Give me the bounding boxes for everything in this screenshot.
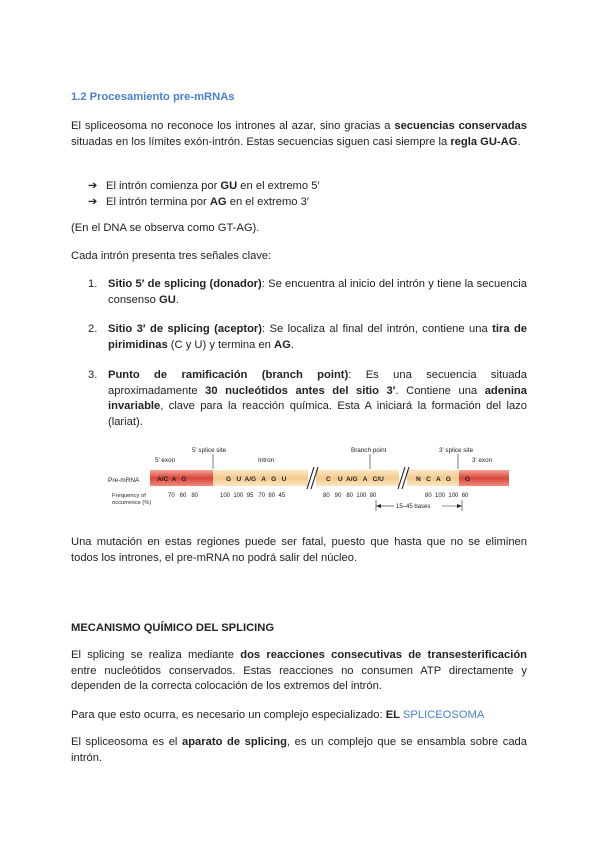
- span-label: 15–45 bases: [396, 504, 431, 510]
- label-3-splice-site: 3′ splice site: [439, 447, 474, 454]
- list-bold: Sitio 3′ de splicing (aceptor): [108, 323, 263, 335]
- label-5-exon: 5′ exon: [155, 457, 176, 464]
- dna-note: (En el DNA se observa como GT-AG).: [71, 222, 260, 234]
- bullet-text: en el extremo 5′: [237, 180, 320, 192]
- bullet-bold: GU: [220, 180, 238, 192]
- list-item-3-splice: [88, 322, 527, 353]
- bullet-item-gu: [88, 179, 320, 194]
- bullet-item-ag: [88, 195, 309, 210]
- freq-label-line2: occurrence (%): [112, 500, 152, 506]
- spliceosome-bold: aparato de splicing: [182, 736, 287, 748]
- break-mark: [398, 467, 405, 489]
- spliceosome-highlight: SPLICEOSOMA: [402, 709, 485, 721]
- list-text: , clave para la reacción química. Esta A iniciará la formación del lazo (lariat).: [108, 400, 527, 428]
- label-branch-point: Branch point: [351, 447, 387, 454]
- list-number: 2.: [88, 323, 98, 335]
- list-text: : Es una secuencia situada aproximadamente: [108, 369, 528, 397]
- list-number: 1.: [88, 278, 98, 290]
- complex-paragraph: [71, 708, 527, 724]
- intro-text-2: situadas en los límites exón-intrón. Estas secuencias siguen casi siempre la: [71, 135, 451, 148]
- bullet-bold: AG: [209, 196, 227, 208]
- spliceosome-paragraph: [71, 735, 527, 766]
- list-number: 3.: [88, 369, 98, 381]
- splice-site-figure: [108, 441, 528, 519]
- freq-intron-end: 80 100 100 60: [425, 493, 469, 499]
- seq-exon3: G: [465, 476, 471, 483]
- list-text: .: [175, 293, 179, 306]
- row-label-pre-mrna: Pre-mRNA: [108, 477, 140, 484]
- complex-bold: EL: [385, 709, 403, 721]
- intro-bold-2: regla GU-AG: [450, 135, 518, 148]
- freq-branch: 80 90 80 100 80: [323, 493, 377, 499]
- freq-intron-start: 100 100 95 70 80 45: [220, 493, 286, 499]
- bullet-text: en el extremo 3′: [226, 196, 309, 208]
- mutation-paragraph: Una mutación en estas regiones puede ser fatal, puesto que hasta que no se eliminen todos los intrones, el pre-mRNA no podrá salir del núcleo.: [71, 536, 527, 564]
- intro-text-1: El spliceosoma no reconoce los intrones al azar, sino gracias a: [71, 120, 395, 132]
- list-text: . Contiene una: [395, 384, 485, 397]
- section-heading-mechanism: MECANISMO QUÍMICO DEL SPLICING: [71, 622, 275, 634]
- mechanism-paragraph: [71, 648, 527, 695]
- section-heading-processing: 1.2 Procesamiento pre-mRNAs: [71, 91, 235, 103]
- freq-label-line1: Frequency of: [112, 493, 146, 499]
- spliceosome-text-2: , es un complejo que se ensambla sobre cada intrón.: [71, 736, 527, 764]
- list-text: : Se localiza al final del intrón, contiene una: [262, 323, 493, 335]
- list-text: (C y U) y termina en: [167, 338, 274, 351]
- intro-paragraph: [71, 119, 527, 150]
- label-3-exon: 3′ exon: [472, 457, 493, 464]
- mech-text-1: El splicing se realiza mediante: [71, 649, 241, 661]
- list-bold: Sitio 5′ de splicing (donador): [108, 278, 262, 290]
- mech-text-2: entre nucleótidos conservados. Estas reacciones no consumen ATP directamente y dependen de la correcta colocación de los extremos del intrón.: [71, 664, 527, 692]
- list-bold: Punto de ramificación (branch point): [108, 369, 349, 381]
- bullet-text: El intrón comienza por: [106, 180, 221, 192]
- list-bold: tira de pirimidinas: [108, 323, 528, 351]
- arrow-icon: ➔: [88, 196, 98, 208]
- list-item-branch-point: [88, 368, 527, 430]
- mech-bold: dos reacciones consecutivas de transesterificación: [240, 649, 528, 661]
- seq-branch: C U A/G A C/U: [326, 476, 384, 483]
- intro-bold-1: secuencias conservadas: [394, 120, 527, 132]
- span-arrowhead-left: [376, 504, 381, 508]
- intro-text-3: .: [517, 135, 521, 148]
- freq-exon5: 70 60 80: [168, 493, 199, 499]
- list-bold: 30 nucleótidos antes del sitio 3′: [205, 384, 396, 397]
- list-bold: AG: [274, 338, 291, 351]
- list-bold: GU: [159, 293, 176, 306]
- arrow-icon: ➔: [88, 180, 98, 192]
- list-text: .: [290, 338, 294, 351]
- complex-text: Para que esto ocurra, es necesario un complejo especializado:: [71, 709, 386, 721]
- break-mark: [307, 467, 314, 489]
- spliceosome-text-1: El spliceosoma es el: [71, 736, 182, 748]
- list-item-5-splice: [88, 277, 527, 308]
- seq-exon5: A/C A G: [157, 476, 187, 483]
- label-intron: Intron: [258, 457, 275, 464]
- list-text: : Se encuentra al inicio del intrón y tiene la secuencia consenso: [108, 278, 527, 306]
- seq-intron-start: G U A/G A G U: [226, 476, 287, 483]
- signals-intro: Cada intrón presenta tres señales clave:: [71, 250, 272, 262]
- label-5-splice-site: 5′ splice site: [192, 447, 227, 454]
- seq-intron-end: N C A G: [416, 476, 451, 483]
- bullet-text: El intrón termina por: [106, 196, 210, 208]
- span-arrowhead-right: [457, 504, 462, 508]
- list-bold: adenina invariable: [108, 384, 527, 412]
